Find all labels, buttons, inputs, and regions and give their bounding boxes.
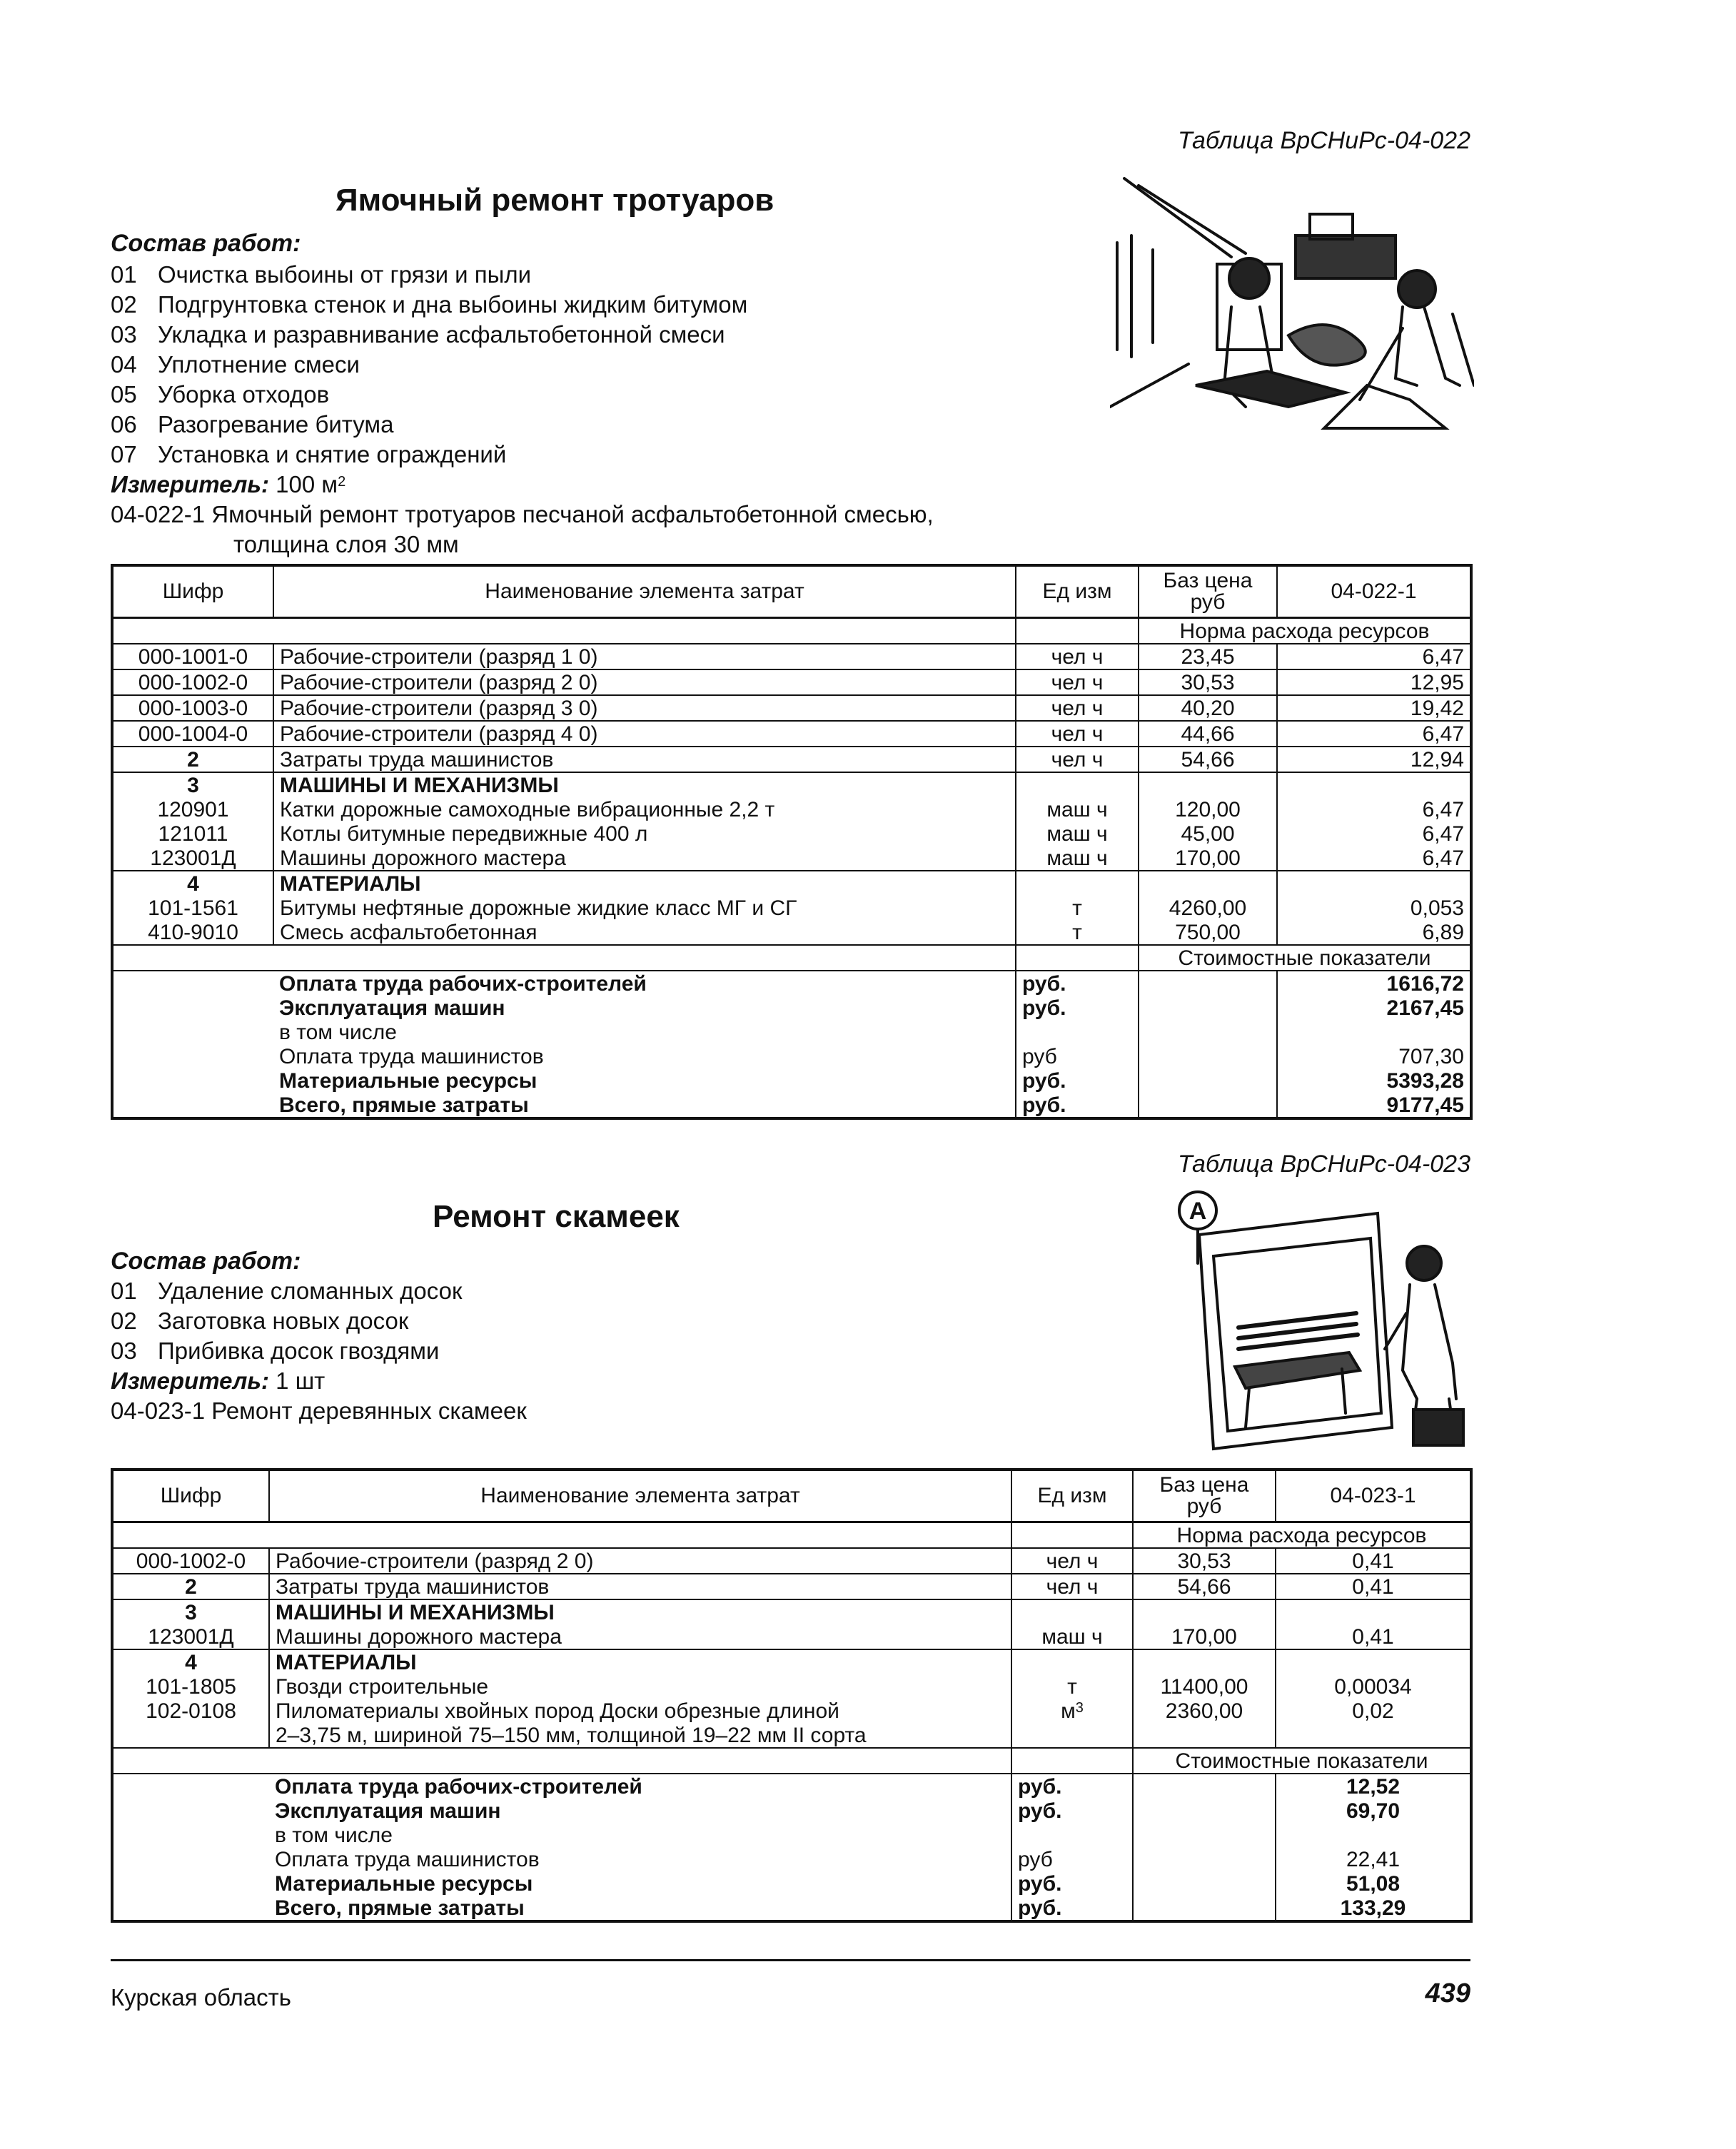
table-row: 123001Д Машины дорожного мастера маш ч 170,00 6,47 (112, 846, 1471, 871)
cost-row: Материальные ресурсы руб. 51,08 (112, 1871, 1471, 1896)
cost-row: Эксплуатация машин руб. 69,70 (112, 1799, 1471, 1823)
header-price: Баз цена руб (1139, 565, 1277, 618)
work-item: 01 Очистка выбоины от грязи и пыли (111, 261, 532, 288)
norm-label-row (112, 618, 1471, 644)
table-row: 123001Д Машины дорожного мастера маш ч 170,00 0,41 (112, 1624, 1471, 1649)
cost-row: Оплата труда машинистов руб 22,41 (112, 1847, 1471, 1871)
cost-row: Оплата труда рабочих-строителей руб. 1616,72 (112, 971, 1471, 996)
page-number: 439 (1425, 1978, 1470, 2008)
cost-label-row (112, 945, 1471, 971)
cost-row: Всего, прямые затраты руб. 133,29 (112, 1896, 1471, 1921)
table-row: 000-1002-0 Рабочие-строители (разряд 2 0) чел ч 30,53 12,95 (112, 669, 1471, 695)
table-row: 121011 Котлы битумные передвижные 400 л маш ч 45,00 6,47 (112, 821, 1471, 846)
header-col: 04-022-1 (1277, 565, 1471, 618)
header-code: Шифр (112, 1470, 269, 1522)
norm-label: Норма расхода ресурсов (1139, 618, 1471, 644)
work-item: 02 Заготовка новых досок (111, 1308, 409, 1334)
road-repair-illustration (1110, 171, 1474, 443)
section-row-machines: 3 МАШИНЫ И МЕХАНИЗМЫ (112, 1599, 1471, 1624)
table-row: 2 Затраты труда машинистов чел ч 54,66 0,41 (112, 1574, 1471, 1599)
header-name: Наименование элемента затрат (269, 1470, 1011, 1522)
work-item: 01 Удаление сломанных досок (111, 1278, 463, 1304)
illustration-letter: A (1189, 1198, 1207, 1225)
cost-row: в том числе (112, 1020, 1471, 1044)
item-line-1: 04-022-1 Ямочный ремонт тротуаров песчаной асфальтобетонной смесью, (111, 501, 934, 527)
work-list-2 (111, 1276, 527, 1426)
work-item: 03 Укладка и разравнивание асфальтобетонной смеси (111, 321, 725, 348)
measure-line-2: Измеритель: 1 шт (111, 1367, 326, 1394)
section-row-machines: 3 МАШИНЫ И МЕХАНИЗМЫ (112, 772, 1471, 797)
table-header-row (112, 1470, 1471, 1522)
header-col: 04-023-1 (1276, 1470, 1471, 1522)
table-caption-2: Таблица ВрСНиРс-04-023 (1177, 1151, 1470, 1178)
cost-row: Оплата труда машинистов руб 707,30 (112, 1044, 1471, 1068)
table-row: 2 Затраты труда машинистов чел ч 54,66 12,94 (112, 747, 1471, 772)
cost-label-row (112, 1748, 1471, 1774)
work-heading-1: Состав работ: (111, 230, 301, 257)
cost-label: Стоимостные показатели (1139, 945, 1471, 971)
header-unit: Ед изм (1011, 1470, 1133, 1522)
table-row: 101-1561 Битумы нефтяные дорожные жидкие класс МГ и СГ т 4260,00 0,053 (112, 896, 1471, 920)
footer-region: Курская область (111, 1984, 291, 2011)
table-row: 102-0108 Пиломатериалы хвойных пород Доски обрезные длиной $м^3$ 2360,00 0,02 (112, 1699, 1471, 1723)
footer-divider (111, 1959, 1470, 1961)
work-item: 06 Разогревание битума (111, 411, 394, 438)
table-header-row (112, 565, 1471, 618)
header-name: Наименование элемента затрат (273, 565, 1016, 618)
work-item: 02 Подгрунтовка стенок и дна выбоины жидким битумом (111, 291, 748, 318)
header-unit: Ед изм (1016, 565, 1139, 618)
cost-row: в том числе (112, 1823, 1471, 1847)
table-row: 000-1003-0 Рабочие-строители (разряд 3 0) чел ч 40,20 19,42 (112, 695, 1471, 721)
norm-label: Норма расхода ресурсов (1133, 1522, 1471, 1549)
cost-row: Материальные ресурсы руб. 5393,28 (112, 1068, 1471, 1093)
item-line-2: 04-023-1 Ремонт деревянных скамеек (111, 1397, 527, 1424)
work-item: 04 Уплотнение смеси (111, 351, 360, 378)
cost-table-2 (111, 1468, 1473, 1923)
table-row: 000-1001-0 Рабочие-строители (разряд 1 0) чел ч 23,45 6,47 (112, 644, 1471, 669)
cost-label: Стоимостные показатели (1133, 1748, 1471, 1774)
item-line-1b: толщина слоя 30 мм (233, 531, 459, 557)
norm-label-row (112, 1522, 1471, 1549)
bench-repair-illustration (1171, 1185, 1478, 1463)
table-row: 101-1805 Гвозди строительные т 11400,00 0,00034 (112, 1674, 1471, 1699)
section-title-2: Ремонт скамеек (433, 1199, 680, 1234)
work-item: 05 Уборка отходов (111, 381, 330, 408)
section-row-materials: 4 МАТЕРИАЛЫ (112, 871, 1471, 896)
section-title-1: Ямочный ремонт тротуаров (335, 183, 774, 218)
section-row-materials: 4 МАТЕРИАЛЫ (112, 1649, 1471, 1674)
table-row: 120901 Катки дорожные самоходные вибрационные 2,2 т маш ч 120,00 6,47 (112, 797, 1471, 821)
cost-row: Оплата труда рабочих-строителей руб. 12,52 (112, 1774, 1471, 1799)
work-item: 07 Установка и снятие ограждений (111, 441, 507, 467)
table-row: 000-1004-0 Рабочие-строители (разряд 4 0) чел ч 44,66 6,47 (112, 721, 1471, 747)
cost-table-1 (111, 564, 1473, 1120)
cost-row: Всего, прямые затраты руб. 9177,45 (112, 1093, 1471, 1118)
table-caption-1: Таблица ВрСНиРс-04-022 (1177, 127, 1470, 154)
table-row: 410-9010 Смесь асфальтобетонная т 750,00 6,89 (112, 920, 1471, 945)
work-item: 03 Прибивка досок гвоздями (111, 1338, 440, 1364)
measure-line-1: Измеритель: 100 $м^2$ (111, 471, 346, 497)
table-row: 2–3,75 м, шириной 75–150 мм, толщиной 19–22 мм II сорта (112, 1723, 1471, 1748)
cost-row: Эксплуатация машин руб. 2167,45 (112, 996, 1471, 1020)
header-price: Баз цена руб (1133, 1470, 1276, 1522)
work-list-1 (111, 260, 934, 560)
work-heading-2: Состав работ: (111, 1248, 301, 1275)
header-code: Шифр (112, 565, 273, 618)
table-row: 000-1002-0 Рабочие-строители (разряд 2 0) чел ч 30,53 0,41 (112, 1548, 1471, 1574)
